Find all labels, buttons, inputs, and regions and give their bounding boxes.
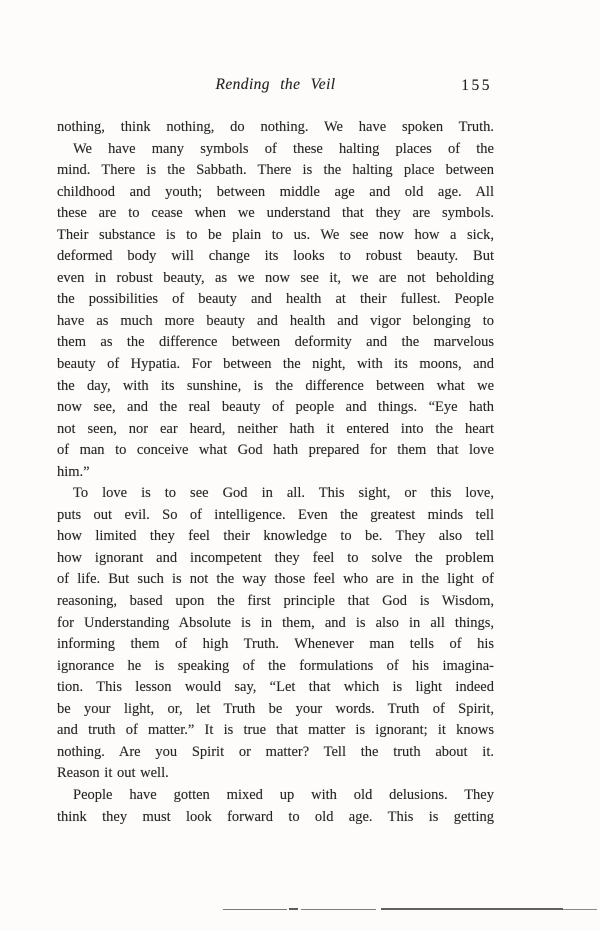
text-line: for Understanding Absolute is in them, and is also in all things, [57,614,494,631]
text-line: the day, with its sunshine, is the difference between what we [57,377,494,394]
text-line: Their substance is to be plain to us. We see now how a sick, [57,226,494,243]
scan-artifact-line [563,909,597,910]
text-line: have as much more beauty and health and vigor belonging to [57,312,494,329]
text-line: think they must look forward to old age. This is getting [57,808,494,825]
text-line: of life. But such is not the way those feel who are in the light of [57,571,494,588]
text-line: nothing, think nothing, do nothing. We have spoken Truth. [57,119,494,135]
page-number: 155 [461,77,492,94]
text-line: puts out evil. So of intelligence. Even the greatest minds tell [57,506,494,523]
text-line: be your light, or, let Truth be your words. Truth of Spirit, [57,700,494,717]
text-line: not seen, nor ear heard, neither hath it entered into the heart [57,420,494,437]
text-line: how ignorant and incompetent they feel to solve the problem [57,549,494,566]
text-line: People have gotten mixed up with old delusions. They [73,786,494,803]
text-line: of man to conceive what God hath prepared for them that love [57,442,494,459]
text-line: how limited they feel their knowledge to be. They also tell [57,528,494,545]
text-line: these are to cease when we understand that they are symbols. [57,205,494,222]
text-line: tion. This lesson would say, “Let that which is light indeed [57,679,494,696]
scan-artifact-line [301,909,376,910]
text-line: childhood and youth; between middle age and old age. All [57,183,494,200]
text-line: now see, and the real beauty of people and things. “Eye hath [57,399,494,416]
scan-artifact-line [223,909,287,910]
text-line: We have many symbols of these halting places of the [73,140,494,157]
text-line: and truth of matter.” It is true that matter is ignorant; it knows [57,722,494,739]
text-line: nothing. Are you Spirit or matter? Tell the truth about it. [57,743,494,760]
text-line: deformed body will change its looks to robust beauty. But [57,248,494,265]
running-head [57,76,494,100]
text-line: even in robust beauty, as we now see it, we are not beholding [57,269,494,286]
text-line: beauty of Hypatia. For between the night, with its moons, and [57,356,494,373]
page-title: Rending the Veil [215,76,336,93]
scan-artifact-line [381,908,563,910]
text-line: reasoning, based upon the first principle that God is Wisdom, [57,593,494,610]
text-line: him.” [57,463,90,480]
scan-artifact-line [289,908,298,910]
text-line: informing them of high Truth. Whenever man tells of his [57,636,494,653]
text-line: Reason it out well. [57,765,169,782]
text-line: To love is to see God in all. This sight, or this love, [73,485,494,502]
text-line: ignorance he is speaking of the formulations of his imagina- [57,657,494,674]
text-line: them as the difference between deformity and the marvelous [57,334,494,351]
text-block [57,117,494,828]
text-line: the possibilities of beauty and health at their fullest. People [57,291,494,308]
text-line: mind. There is the Sabbath. There is the halting place between [57,162,494,179]
